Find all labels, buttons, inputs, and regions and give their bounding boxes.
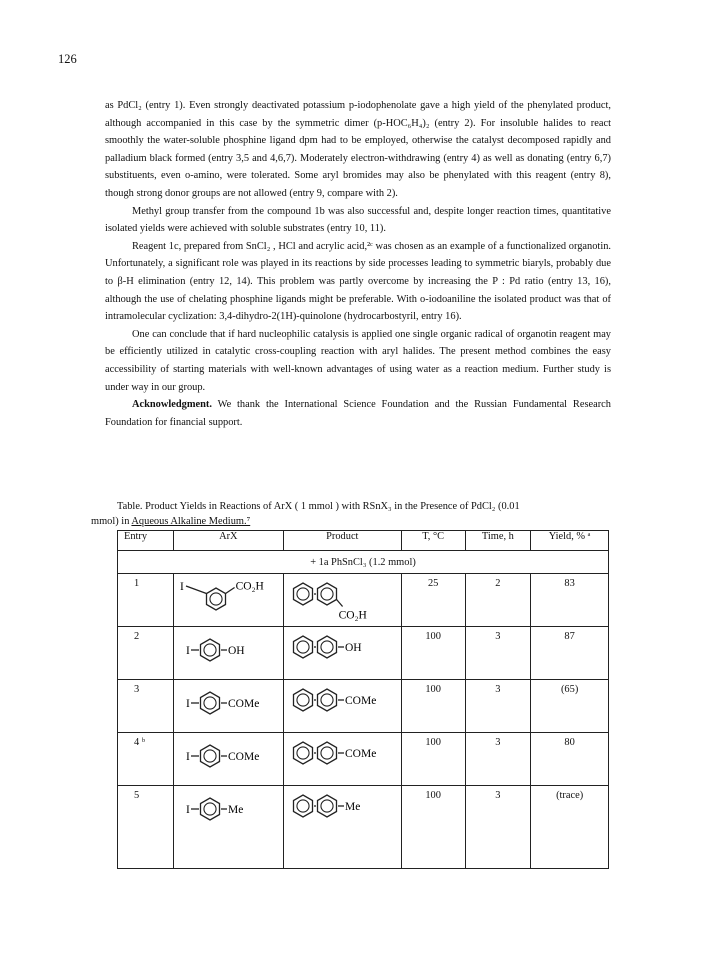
benzene-ring <box>294 795 313 817</box>
benzene-ring <box>294 689 313 711</box>
bond-line <box>337 600 343 607</box>
header-yield: Yield, % ᵃ <box>531 531 609 551</box>
temperature-cell: 25 <box>401 574 465 627</box>
table-row <box>118 786 609 869</box>
arx-structure <box>176 629 280 671</box>
reagent-cell: + 1a PhSnCl₃ (1.2 mmol) <box>118 551 609 574</box>
product-structure <box>285 735 399 777</box>
temperature-cell: 100 <box>401 680 465 733</box>
aromatic-circle <box>321 694 333 706</box>
arx-substituent-label: OH <box>228 645 245 657</box>
benzene-ring <box>318 583 337 605</box>
arx-structure <box>176 788 280 830</box>
aromatic-circle <box>321 588 333 600</box>
table-header-row <box>118 531 609 551</box>
arx-halogen-label: I <box>186 804 191 816</box>
benzene-ring <box>294 583 313 605</box>
yield-cell: 83 <box>531 574 609 627</box>
arx-cell <box>173 680 283 733</box>
benzene-ring <box>318 689 337 711</box>
acknowledgment-head: Acknowledgment. <box>132 399 212 411</box>
product-cell <box>283 786 401 869</box>
yields-table <box>117 530 609 869</box>
product-substituent-label: CO₂H <box>338 609 368 622</box>
entry-cell: 4 ᵇ <box>118 733 174 786</box>
product-cell <box>283 627 401 680</box>
aromatic-circle <box>297 641 309 653</box>
body-text <box>105 97 611 431</box>
header-time: Time, h <box>465 531 531 551</box>
time-cell: 3 <box>465 680 531 733</box>
paragraph-3: Reagent 1c, prepared from SnCl₂ , HCl and acrylic acid,²ᶜ was chosen as an example of a functionalized organotin. Unfortunately, a significant role was played in its reactions by side processes leading to symmetric biaryls, probably due to β-H elimination (entry 12, 14). This problem was partly overcome by increasing the P : Pd ratio (entry 13, 16), although the use of chelating phosphine ligands might be preferable. With o-iodoaniline the isolated product was that of intramolecular cyclization: 3,4-dihydro-2(1H)-quinolone (hydrocarbostyril, entry 16). <box>105 240 611 323</box>
arx-substituent-label: COMe <box>228 698 260 710</box>
bond-line <box>186 586 206 594</box>
time-cell: 3 <box>465 627 531 680</box>
arx-cell <box>173 627 283 680</box>
benzene-ring <box>318 795 337 817</box>
aromatic-circle <box>210 593 222 605</box>
benzene-ring <box>201 692 220 714</box>
acknowledgment <box>105 396 611 431</box>
product-structure <box>285 682 399 724</box>
yield-cell: 80 <box>531 733 609 786</box>
product-structure <box>285 629 399 671</box>
aromatic-circle <box>204 644 216 656</box>
benzene-ring <box>294 636 313 658</box>
benzene-ring <box>318 636 337 658</box>
product-cell <box>283 680 401 733</box>
table-row <box>118 574 609 627</box>
aromatic-circle <box>297 588 309 600</box>
aromatic-circle <box>321 800 333 812</box>
table-row <box>118 627 609 680</box>
product-cell <box>283 733 401 786</box>
table-row <box>118 733 609 786</box>
header-temperature: T, °C <box>401 531 465 551</box>
aromatic-circle <box>297 800 309 812</box>
paragraph-4: One can conclude that if hard nucleophilic catalysis is applied one single organic radical of organotin reagent may be efficiently utilized in catalytic cross-coupling reaction with aryl halides. The present method combines the easy accessibility of starting materials with well-known advantages of using water as a reaction medium. Further study is under way in our group. <box>105 328 611 393</box>
entry-cell: 5 <box>118 786 174 869</box>
arx-cell <box>173 574 283 627</box>
aromatic-circle <box>204 750 216 762</box>
entry-cell: 2 <box>118 627 174 680</box>
time-cell: 3 <box>465 733 531 786</box>
benzene-ring <box>201 745 220 767</box>
bond-line <box>226 588 235 594</box>
benzene-ring <box>318 742 337 764</box>
product-structure <box>285 576 399 624</box>
temperature-cell: 100 <box>401 627 465 680</box>
aromatic-circle <box>297 694 309 706</box>
yield-cell: 87 <box>531 627 609 680</box>
caption-line-1: Table. Product Yields in Reactions of ArX ( 1 mmol ) with RSnX₃ in the Presence of PdCl₂ (0.01 <box>117 501 520 512</box>
table-caption <box>91 499 620 529</box>
arx-cell <box>173 733 283 786</box>
paragraph-2: Methyl group transfer from the compound 1b was also successful and, despite longer reaction times, quantitative isolated yields were achieved with soluble substrates (entry 10, 11). <box>105 205 611 235</box>
temperature-cell: 100 <box>401 786 465 869</box>
arx-structure <box>176 735 280 777</box>
entry-cell: 1 <box>118 574 174 627</box>
product-substituent-label: COMe <box>345 748 377 760</box>
arx-structure <box>176 576 280 618</box>
header-entry: Entry <box>118 531 174 551</box>
yield-cell: (trace) <box>531 786 609 869</box>
benzene-ring <box>201 639 220 661</box>
header-product: Product <box>283 531 401 551</box>
aromatic-circle <box>204 697 216 709</box>
benzene-ring <box>201 798 220 820</box>
product-cell <box>283 574 401 627</box>
acknowledgment-text: We thank the International Science Foundation and the Russian Fundamental Research Foundation for financial support. <box>105 399 611 428</box>
aromatic-circle <box>204 803 216 815</box>
time-cell: 2 <box>465 574 531 627</box>
benzene-ring <box>294 742 313 764</box>
table-row <box>118 680 609 733</box>
caption-line-2 <box>91 514 620 529</box>
paragraph-1: as PdCl₂ (entry 1). Even strongly deactivated potassium p-iodophenolate gave a high yield of the phenylated product, although accompanied in this case by the symmetric dimer (p-HOC₆H₄)₂ (entry 2). For insoluble halides to react smoothly the water-soluble phosphine ligand dpm had to be employed, otherwise the catalyst decomposed rapidly and palladium black formed (entry 3,5 and 4,6,7). Moderately electron-withdrawing (entry 4) as well as donating (entry 6,7) substituents, even o-amino, were tolerated. Some aryl bromides may also be phenylated with this reagent (entry 8), though strong donor groups are not allowed (entry 9, compare with 2). <box>105 100 611 199</box>
aromatic-circle <box>321 747 333 759</box>
benzene-ring <box>207 588 226 610</box>
arx-structure <box>176 682 280 724</box>
aromatic-circle <box>297 747 309 759</box>
page-number: 126 <box>58 52 77 66</box>
time-cell: 3 <box>465 786 531 869</box>
yield-cell: (65) <box>531 680 609 733</box>
arx-halogen-label: I <box>186 751 191 763</box>
product-substituent-label: Me <box>345 801 361 813</box>
caption-line-2-underlined: Aqueous Alkaline Medium.⁷ <box>131 516 251 527</box>
entry-cell: 3 <box>118 680 174 733</box>
product-substituent-label: OH <box>345 642 362 654</box>
header-arx: ArX <box>173 531 283 551</box>
arx-halogen-label: I <box>186 698 191 710</box>
product-structure <box>285 788 399 830</box>
arx-substituent-label: Me <box>228 804 244 816</box>
product-substituent-label: COMe <box>345 695 377 707</box>
arx-halogen-label: I <box>186 645 191 657</box>
arx-substituent-label: CO₂H <box>235 580 265 593</box>
aromatic-circle <box>321 641 333 653</box>
arx-halogen-label: I <box>180 581 185 593</box>
arx-cell <box>173 786 283 869</box>
temperature-cell: 100 <box>401 733 465 786</box>
caption-line-2-start: mmol) in <box>91 516 132 527</box>
reagent-row <box>118 551 609 574</box>
arx-substituent-label: COMe <box>228 751 260 763</box>
